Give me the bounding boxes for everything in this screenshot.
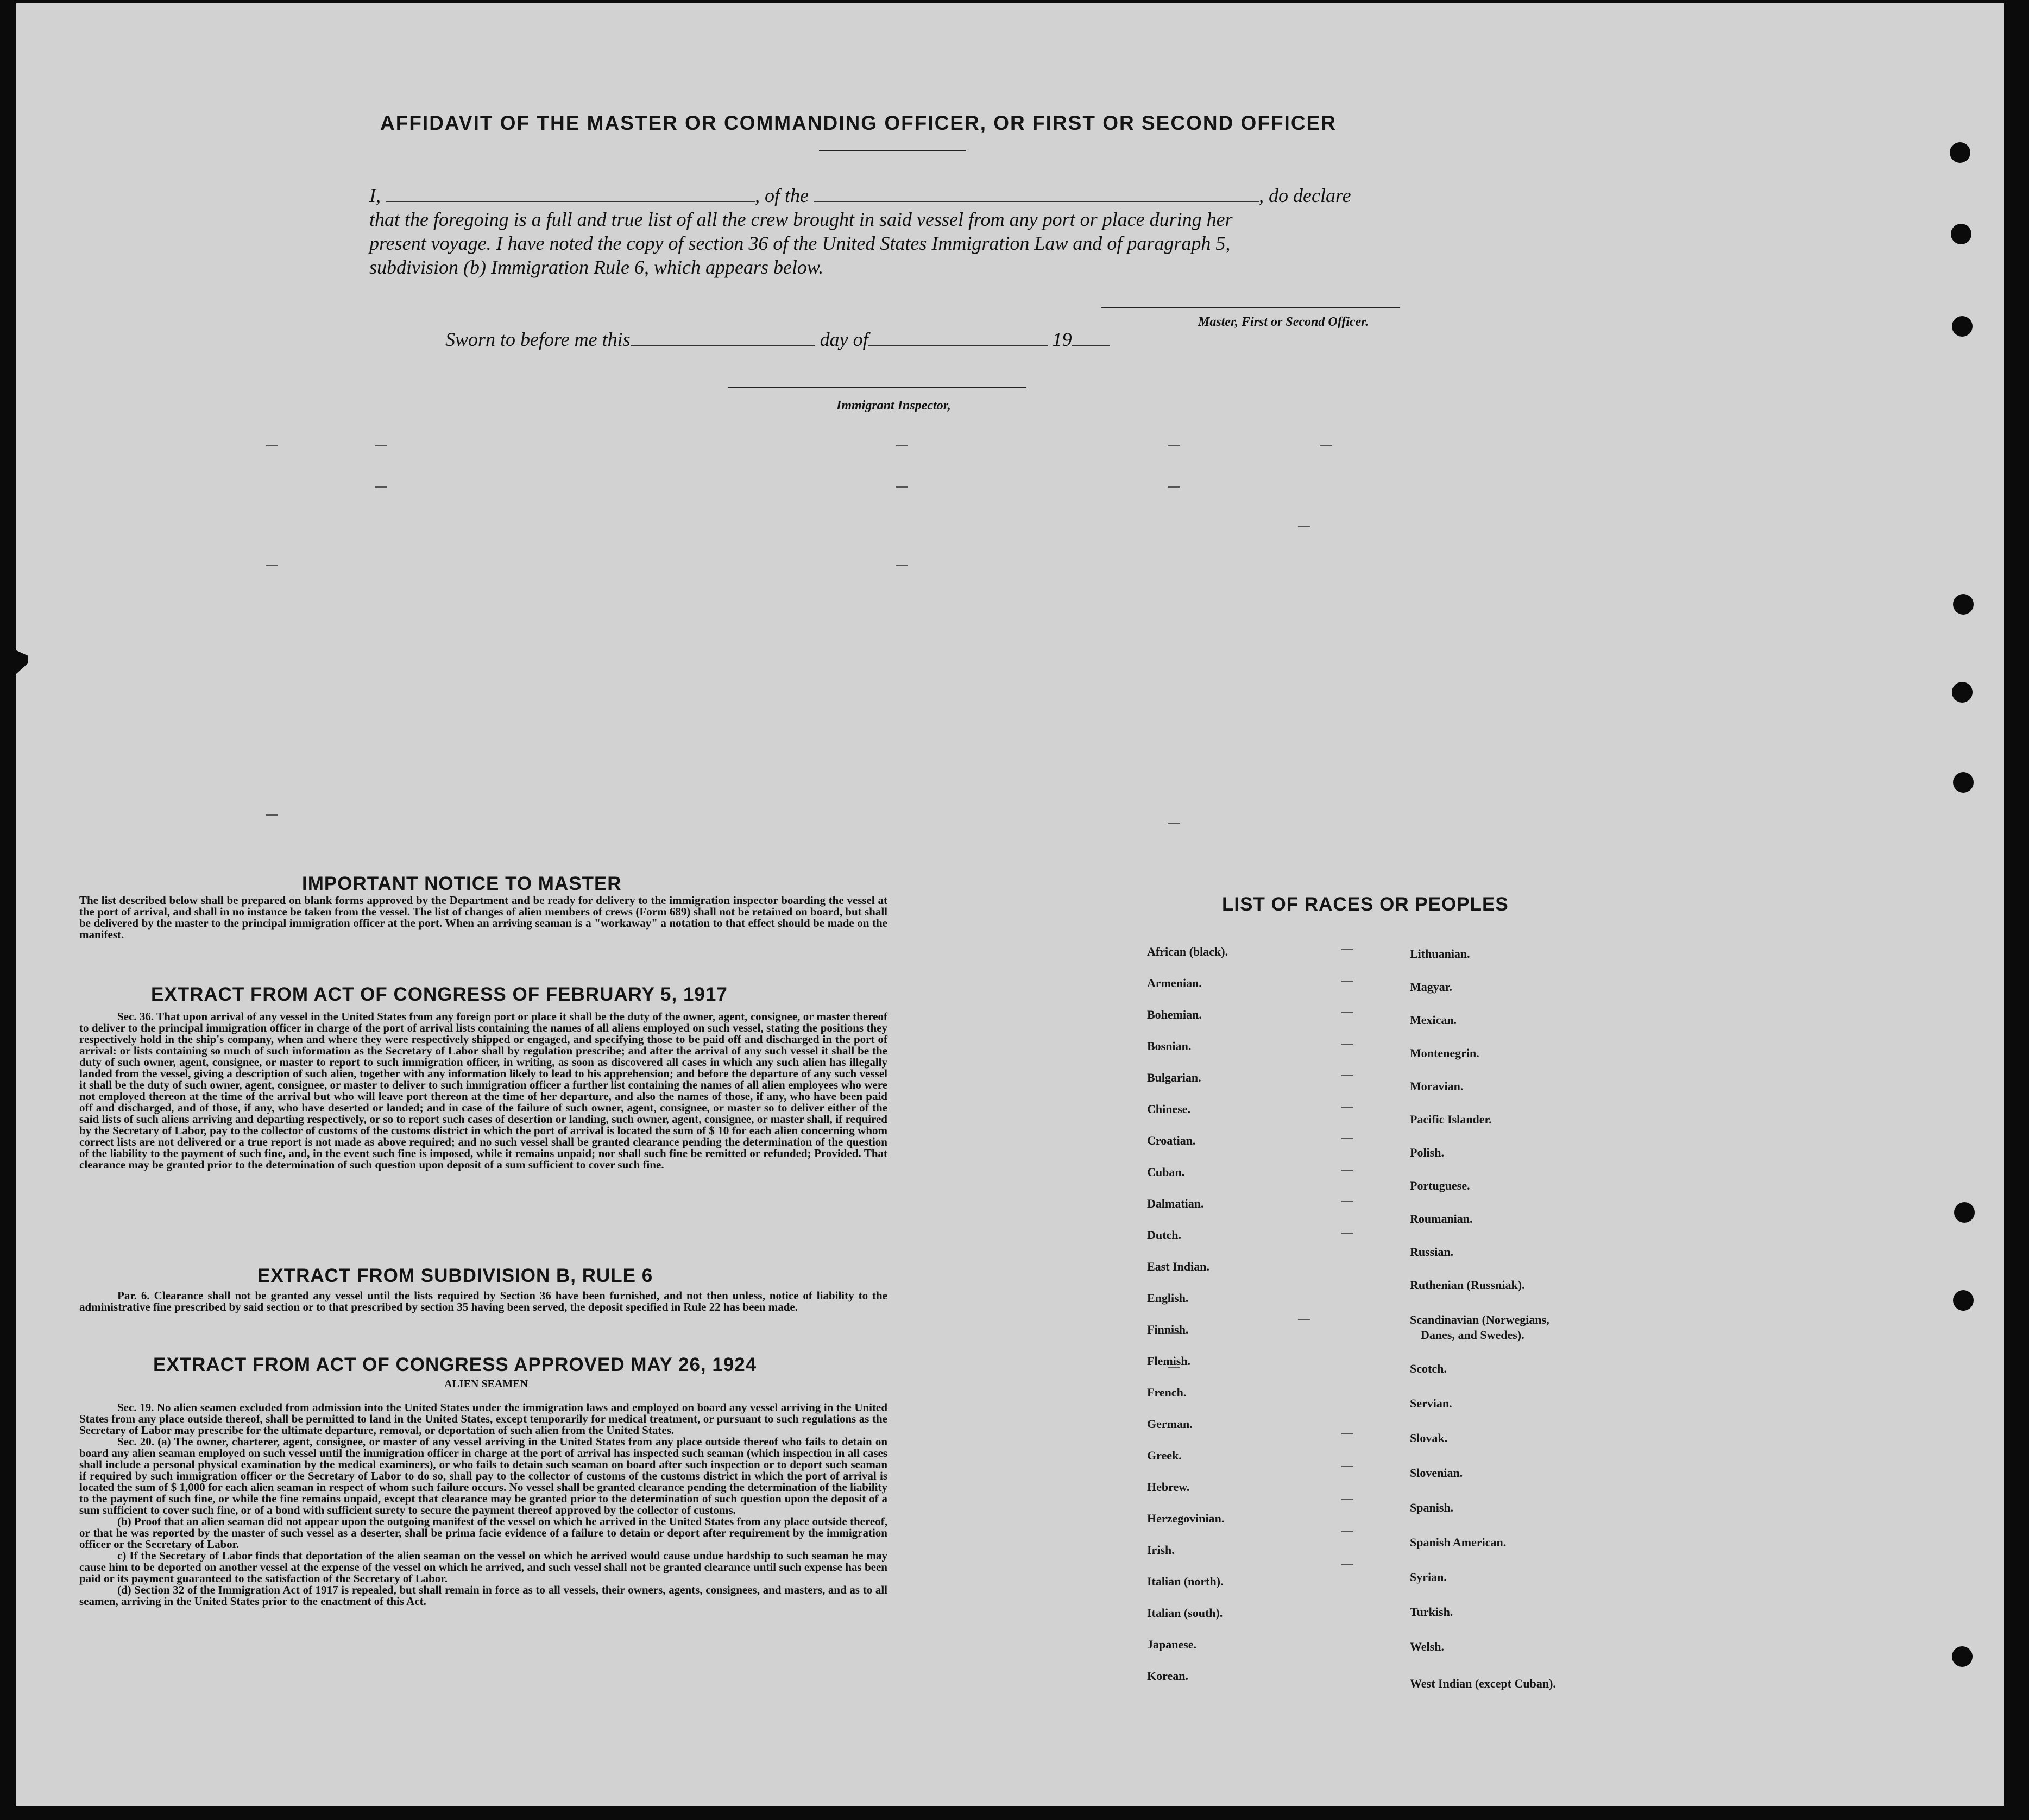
year-blank[interactable] xyxy=(1072,345,1110,346)
declaration-declare: , do declare xyxy=(1258,185,1351,206)
faint-dash xyxy=(1168,1367,1180,1368)
race-item: Danes, and Swedes). xyxy=(1421,1328,1524,1342)
extract-1924-title: EXTRACT FROM ACT OF CONGRESS APPROVED MAY 26, 1924 xyxy=(153,1354,757,1375)
year-text: 19 xyxy=(1052,328,1072,350)
sec19-paragraph: Sec. 19. No alien seamen excluded from admission into the United States under the immigration laws and employed on board any vessel arriving in the United States from any place outside thereof, shall be permitted to land in the United States, except temporarily for medical treatment, or pursuant to such regulations as the Secretary of Labor may prescribe for the ultimate departure, removal, or deportation of such alien from the United States. xyxy=(79,1401,887,1437)
faint-dash xyxy=(1341,949,1353,950)
sec20a-paragraph: Sec. 20. (a) The owner, charterer, agent, consignee, or master of any vessel arriving in the United States from any place outside thereof who fails to detain on board any alien seaman employed on such vessel until the immigration officer in charge at the port of arrival has inspected such seaman (which inspection in all cases shall include a personal physical examination by the medical examiners), or who fails to detain such seaman on board after such inspection or to deport such seaman if required by such immigration officer or the Secretary of Labor to do so, shall pay to the collector of customs of the customs district in which the port of arrival is located the sum of $ 1,000 for each alien seaman in respect of whom such failure occurs. No vessel shall be granted clearance pending the determination of the liability to the payment of such fine, or while the fine remains unpaid, except that clearance may be granted prior to the determination of such question upon the deposit of a sum sufficient to cover such fine, or of a bond with sufficient surety to secure the payment thereof approved by the collector of customs. xyxy=(79,1435,887,1516)
race-item: Italian (north). xyxy=(1147,1575,1224,1588)
race-item: Welsh. xyxy=(1410,1640,1444,1653)
master-signature-line xyxy=(1101,307,1400,308)
race-item: French. xyxy=(1147,1386,1187,1399)
race-item: Roumanian. xyxy=(1410,1212,1473,1225)
race-item: African (black). xyxy=(1147,945,1228,958)
binder-hole xyxy=(1951,224,1971,244)
faint-dash xyxy=(1168,445,1180,446)
sec20d-paragraph: (d) Section 32 of the Immigration Act of 1917 is repealed, but shall remain in force as to all vessels, their owners, agents, consignees, and masters, and as to all seamen, arriving in the United States prior to the enactment of this Act. xyxy=(79,1583,887,1608)
faint-dash xyxy=(1341,1433,1353,1434)
extract-1924-subtitle: ALIEN SEAMEN xyxy=(444,1378,528,1390)
faint-dash xyxy=(266,565,278,566)
race-item: East Indian. xyxy=(1147,1260,1209,1273)
race-item: Magyar. xyxy=(1410,980,1453,994)
affidavit-title: AFFIDAVIT OF THE MASTER OR COMMANDING OFFICER, OR FIRST OR SECOND OFFICER xyxy=(380,112,1337,134)
binder-hole xyxy=(1953,1290,1974,1311)
faint-dash xyxy=(1341,1138,1353,1139)
faint-dash xyxy=(266,814,278,816)
binder-hole xyxy=(1953,594,1974,615)
binder-hole xyxy=(1953,772,1974,793)
race-item: Scandinavian (Norwegians, xyxy=(1410,1313,1549,1326)
race-item: Finnish. xyxy=(1147,1323,1189,1336)
sworn-month-blank[interactable] xyxy=(868,345,1048,346)
race-item: Bosnian. xyxy=(1147,1039,1192,1053)
race-item: English. xyxy=(1147,1291,1189,1305)
binder-hole xyxy=(1952,682,1973,703)
faint-dash xyxy=(1341,1564,1353,1565)
race-item: Montenegrin. xyxy=(1410,1046,1479,1060)
race-item: Croatian. xyxy=(1147,1134,1196,1147)
race-item: Moravian. xyxy=(1410,1079,1464,1093)
faint-dash xyxy=(1320,445,1332,446)
race-item: Pacific Islander. xyxy=(1410,1113,1492,1126)
declaration-line-1 xyxy=(369,184,1407,207)
extract-rule6-body: Par. 6. Clearance shall not be granted any vessel until the lists required by Section 36 have been furnished, and not then unless, notice of liability to the administrative fine prescribed by said section or to that prescribed by section 35 having been served, the deposit specified in Rule 22 has been made. xyxy=(79,1289,887,1313)
declaration-of: , of the xyxy=(755,185,809,206)
faint-dash xyxy=(1341,1466,1353,1467)
sec20c-paragraph: c) If the Secretary of Labor finds that deportation of the alien seaman on the vessel on which he arrived would cause undue hardship to such seaman he may cause him to be deported on another vessel at the expense of the vessel on which he arrived, and such vessel shall not be granted clearance until such expense has been paid or its payment guaranteed to the satisfaction of the Secretary of Labor. xyxy=(79,1549,887,1585)
sworn-text: Sworn to before me this xyxy=(445,328,631,350)
race-item: Ruthenian (Russniak). xyxy=(1410,1278,1525,1292)
sworn-day-blank[interactable] xyxy=(631,345,815,346)
faint-dash xyxy=(1168,486,1180,488)
name-blank[interactable] xyxy=(386,201,755,202)
race-item: Syrian. xyxy=(1410,1570,1447,1584)
race-item: Irish. xyxy=(1147,1543,1175,1557)
faint-dash xyxy=(896,486,908,488)
faint-dash xyxy=(375,486,387,488)
notice-body: The list described below shall be prepared on blank forms approved by the Department and be ready for delivery to the immigration inspector boarding the vessel at the port of arrival, and shall in no instance be taken from the vessel. The list of changes of alien members of crews (Form 689) shall not be retained on board, but shall be delivered by the master to the principal immigration officer at the port. When an arriving seaman is a "workaway" a notation to that effect should be made on the manifest. xyxy=(79,894,887,941)
declaration-i: I, xyxy=(369,185,381,206)
faint-dash xyxy=(1298,1319,1310,1320)
race-item: Chinese. xyxy=(1147,1102,1191,1116)
faint-dash xyxy=(375,445,387,446)
binder-hole xyxy=(1952,1646,1973,1667)
faint-dash xyxy=(1341,981,1353,982)
race-item: Armenian. xyxy=(1147,976,1202,990)
race-item: West Indian (except Cuban). xyxy=(1410,1677,1556,1690)
race-item: Spanish American. xyxy=(1410,1535,1507,1549)
faint-dash xyxy=(1341,1107,1353,1108)
race-item: Portuguese. xyxy=(1410,1179,1470,1192)
race-item: Mexican. xyxy=(1410,1013,1457,1027)
races-title: LIST OF RACES OR PEOPLES xyxy=(1222,894,1509,915)
race-item: Bulgarian. xyxy=(1147,1071,1201,1084)
race-item: Italian (south). xyxy=(1147,1606,1223,1620)
race-item: Dalmatian. xyxy=(1147,1197,1204,1210)
faint-dash xyxy=(1341,1075,1353,1076)
binder-hole xyxy=(1954,1202,1975,1223)
faint-dash xyxy=(1341,1044,1353,1045)
declaration-line-4: subdivision (b) Immigration Rule 6, which appears below. xyxy=(369,256,824,278)
race-item: German. xyxy=(1147,1417,1193,1431)
master-label: Master, First or Second Officer. xyxy=(1198,315,1369,329)
declaration-text xyxy=(369,184,1407,279)
race-item: Hebrew. xyxy=(1147,1480,1190,1494)
sworn-line xyxy=(445,328,1110,351)
title-underline xyxy=(819,150,966,151)
race-item: Polish. xyxy=(1410,1146,1444,1159)
binder-hole xyxy=(1950,142,1970,163)
faint-dash xyxy=(1298,526,1310,527)
race-item: Dutch. xyxy=(1147,1228,1181,1242)
faint-dash xyxy=(1341,1499,1353,1500)
race-item: Cuban. xyxy=(1147,1165,1185,1179)
faint-dash xyxy=(896,445,908,446)
race-item: Herzegovinian. xyxy=(1147,1512,1225,1525)
declaration-line-2: that the foregoing is a full and true list of all the crew brought in said vessel from any port or place during her xyxy=(369,208,1233,230)
faint-dash xyxy=(1168,823,1180,824)
race-item: Slovenian. xyxy=(1410,1466,1463,1480)
faint-dash xyxy=(1341,1233,1353,1234)
inspector-label: Immigrant Inspector, xyxy=(836,399,951,413)
race-item: Turkish. xyxy=(1410,1605,1453,1619)
faint-dash xyxy=(1341,1170,1353,1171)
binder-hole xyxy=(1952,316,1973,337)
extract-1917-title: EXTRACT FROM ACT OF CONGRESS OF FEBRUARY 5, 1917 xyxy=(151,984,728,1005)
race-item: Bohemian. xyxy=(1147,1008,1202,1021)
extract-rule6-title: EXTRACT FROM SUBDIVISION B, RULE 6 xyxy=(257,1265,653,1286)
race-item: Slovak. xyxy=(1410,1431,1448,1445)
sec20b-paragraph: (b) Proof that an alien seaman did not appear upon the outgoing manifest of the vessel on which he arrived in the United States from any place outside thereof, or that he was reported by the master of such vessel as a deserter, shall be prima facie evidence of a failure to detain or deport after requirement by the immigration officer or the Secretary of Labor. xyxy=(79,1515,887,1551)
faint-dash xyxy=(1341,1531,1353,1532)
extract-1924-body xyxy=(79,1402,887,1607)
day-of-text: day of xyxy=(820,328,868,350)
notice-title: IMPORTANT NOTICE TO MASTER xyxy=(302,873,622,894)
race-item: Greek. xyxy=(1147,1449,1182,1462)
faint-dash xyxy=(1168,1332,1180,1334)
vessel-blank[interactable] xyxy=(814,201,1259,202)
extract-1917-body: Sec. 36. That upon arrival of any vessel in the United States from any foreign port or place it shall be the duty of the owner, agent, consignee, or master thereof to deliver to the principal immigration officer in charge of the port of arrival lists containing the names of all aliens employed on such vessel, stating the positions they respectively hold in the ship's company, when and where they were respectively shipped or engaged, and specifying those to be paid off and discharged in the port of arrival: or lists containing so much of such information as the Secretary of Labor shall by regulation prescribe; and after the arrival of any such vessel it shall be the duty of such owner, agent, consignee, or master to report to such immigration officer, in writing, as soon as discovered all cases in which any such alien has illegally landed from the vessel, giving a description of such alien, together with any information likely to lead to his apprehension; and before the departure of any such vessel it shall be the duty of such owner, agent, consignee, or master to deliver to such immigration officer a further list containing the names of all alien employees who were not employed thereon at the time of the arrival but who will leave port thereon at the time of her departure, and also the names of those, if any, who have been paid off and discharged, and of those, if any, who have deserted or landed; and in case of the failure of such owner, agent, consignee, or master so to deliver either of the said lists of such aliens arriving and departing respectively, or so to report such cases of desertion or landing, such owner, agent, consignee, or master shall, if required by the Secretary of Labor, pay to the collector of customs of the customs district in which the port of arrival is located the sum of $ 10 for each alien concerning whom correct lists are not delivered or a true report is not made as above required; and no such vessel shall be granted clearance pending the determination of the question of the liability to the payment of such fine, and, in the event such fine is imposed, while it remains unpaid; nor shall such fine be remitted or refunded; Provided. That clearance may be granted prior to the determination of such question upon deposit of a sum sufficient to cover such fine. xyxy=(79,1010,887,1171)
faint-dash xyxy=(266,445,278,446)
faint-dash xyxy=(896,565,908,566)
declaration-line-3: present voyage. I have noted the copy of section 36 of the United States Immigration Law and of paragraph 5, xyxy=(369,232,1231,254)
faint-dash xyxy=(1341,1201,1353,1202)
faint-dash xyxy=(1341,1012,1353,1013)
race-item: Servian. xyxy=(1410,1396,1452,1410)
race-item: Spanish. xyxy=(1410,1501,1454,1514)
race-item: Flemish. xyxy=(1147,1354,1191,1368)
race-item: Korean. xyxy=(1147,1669,1188,1683)
race-item: Scotch. xyxy=(1410,1362,1447,1375)
race-item: Japanese. xyxy=(1147,1638,1197,1651)
inspector-signature-line xyxy=(728,387,1026,388)
race-item: Lithuanian. xyxy=(1410,947,1470,960)
race-item: Russian. xyxy=(1410,1245,1454,1259)
